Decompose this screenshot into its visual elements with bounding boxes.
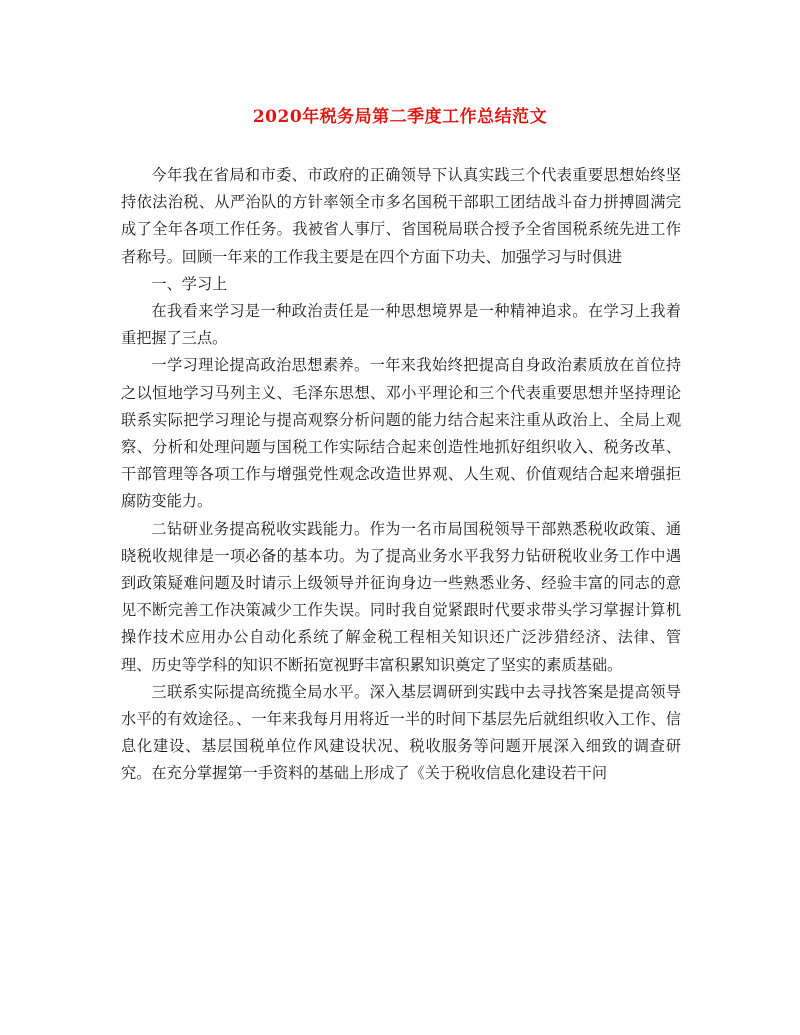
section-heading-study: 一、学习上: [151, 274, 228, 293]
paragraph-study-overview: 在我看来学习是一种政治责任是一种思想境界是一种精神追求。在学习上我着重把握了三点。: [121, 302, 681, 348]
paragraph-theory: 一学习理论提高政治思想素养。一年来我始终把提高自身政治素质放在首位持之以恒地学习马列主义、毛泽东思想、邓小平理论和三个代表重要思想并坚持理论联系实际把学习理论与提高观察分析问题的能力结合起来注重从政治上、全局上观察、分析和处理问题与国税工作实际结合起来创造性地抓好组织收入、税务改革、干部管理等各项工作与增强党性观念改造世界观、人生观、价值观结合起来增强拒腐防变能力。: [121, 356, 681, 511]
paragraph-business: 二钻研业务提高税收实践能力。作为一名市局国税领导干部熟悉税收政策、通晓税收规律是一项必备的基本功。为了提高业务水平我努力钻研税收业务工作中遇到政策疑难问题及时请示上级领导并征询身边一些熟悉业务、经验丰富的同志的意见不断完善工作决策减少工作失误。同时我自觉紧跟时代要求带头学习掌握计算机操作技术应用办公自动化系统了解金税工程相关知识还广泛涉猎经济、法律、管理、历史等学科的知识不断拓宽视野丰富积累知识奠定了坚实的素质基础。: [121, 519, 681, 674]
paragraph-intro: 今年我在省局和市委、市政府的正确领导下认真实践三个代表重要思想始终坚持依法治税、从严治队的方针率领全市多名国税干部职工团结战斗奋力拼搏圆满完成了全年各项工作任务。我被省人事厅、省国税局联合授予全省国税系统先进工作者称号。回顾一年来的工作我主要是在四个方面下功夫、加强学习与时俱进: [121, 166, 681, 266]
document-body: [121, 162, 681, 788]
paragraph-practice: 三联系实际提高统揽全局水平。深入基层调研到实践中去寻找答案是提高领导水平的有效途径。、一年来我每月用将近一半的时间下基层先后就组织收入工作、信息化建设、基层国税单位作风建设状况、税收服务等问题开展深入细致的调查研究。在充分掌握第一手资料的基础上形成了《关于税收信息化建设若干问: [121, 682, 681, 783]
document-title: 2020年税务局第二季度工作总结范文: [252, 107, 548, 127]
